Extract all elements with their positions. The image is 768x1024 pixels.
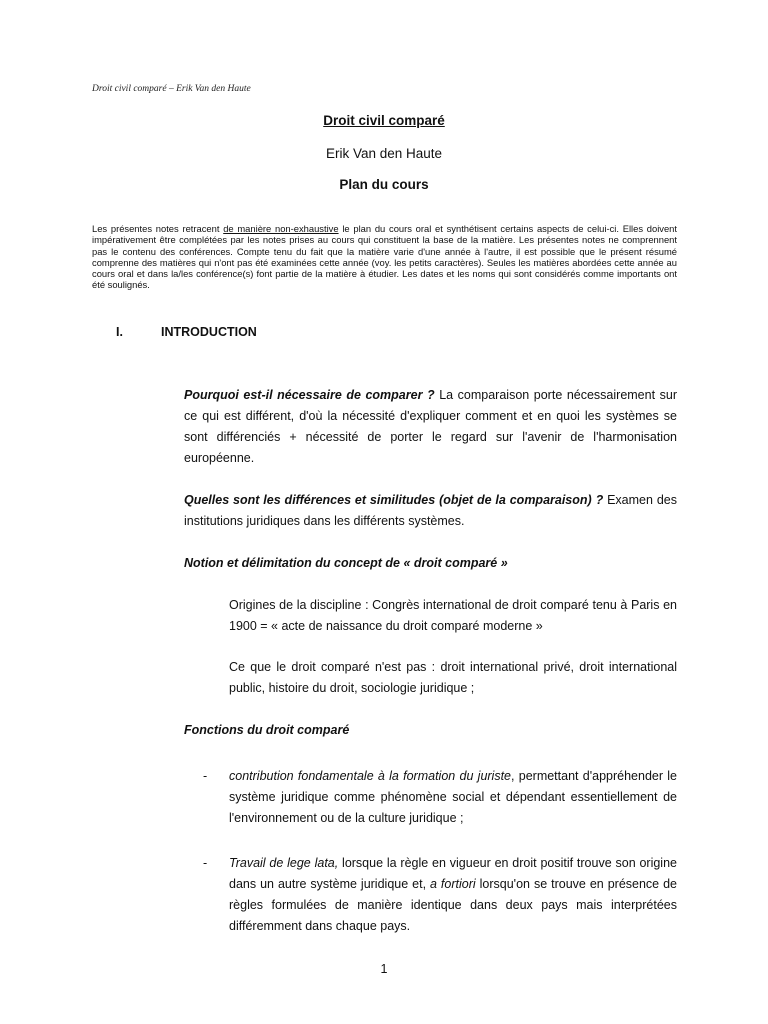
question-differences: [184, 490, 677, 532]
intro-text-start: Les présentes notes retracent: [92, 223, 224, 234]
fonction-item-1-text: , permettant d'appréhender le système juridique comme phénomène social et dépendant essentiellement de l'environnement ou de la culture juridique ;: [229, 769, 678, 825]
intro-paragraph: [92, 223, 677, 291]
question-why-compare-heading: Pourquoi est-il nécessaire de comparer ?: [184, 388, 435, 402]
document-author: Erik Van den Haute: [325, 146, 443, 161]
running-header: Droit civil comparé – Erik Van den Haute: [92, 84, 251, 94]
origines-paragraph: Origines de la discipline : Congrès international de droit comparé tenu à Paris en 1900 = « acte de naissance du droit comparé moderne »: [229, 598, 677, 633]
question-why-compare: [184, 385, 677, 469]
fonctions-heading-text: Fonctions du droit comparé: [184, 723, 350, 737]
question-differences-text: Examen des institutions juridiques dans les différents systèmes.: [184, 493, 677, 528]
fonction-item-2-text-b: lorsqu'on se trouve en présence de règles formulées de manière identique dans deux pays mais interprétées différemment dans chaque pays.: [229, 877, 677, 933]
page-number: 1: [380, 962, 388, 976]
question-why-compare-text: La comparaison porte nécessairement sur ce qui est différent, d'où la nécessité d'expliquer comment et en quoi les systèmes se sont différenciés + nécessité de porter le regard sur l'avenir de l'harmonisation européenne.: [184, 388, 677, 465]
ce-que-paragraph: Ce que le droit comparé n'est pas : droit international privé, droit international public, histoire du droit, sociologie juridique ;: [229, 660, 677, 695]
fonction-item-2-emphasis-b: a fortiori: [430, 877, 476, 891]
intro-underlined-phrase: de manière non-exhaustive: [223, 223, 339, 234]
fonction-item-1-emphasis: contribution fondamentale à la formation du juriste: [229, 769, 512, 783]
intro-text-rest: le plan du cours oral et synthétisent certains aspects de celui-ci. Elles doivent impérativement être complétées par les notes prises au cours qui constituent la base de la matière. Les présentes notes ne comprennent pas le contenu des conférences. Compte tenu du fait que la matière varie d'une année à l'autre, il est possible que le présent résumé comprenne des matières qui n'ont pas été examinées cette année (voy. les petits caractères). Seules les matières abordées cette année au cours oral et dans la/les conférence(s) font partie de la matière à étudier. Les dates et les noms qui sont considérés comme importants ont été soulignés.: [92, 223, 678, 291]
section-number: I.: [116, 325, 123, 339]
bullet-dash: -: [203, 856, 208, 870]
document-subtitle: Plan du cours: [339, 177, 429, 192]
fonction-item-2: [229, 853, 677, 937]
fonction-item-1: [229, 766, 677, 829]
document-title: Droit civil comparé: [323, 113, 445, 128]
bullet-dash: -: [203, 769, 208, 783]
notion-heading-text: Notion et délimitation du concept de « droit comparé »: [184, 556, 508, 570]
question-differences-heading: Quelles sont les différences et similitudes (objet de la comparaison) ?: [184, 493, 604, 507]
fonctions-heading: [184, 720, 677, 741]
fonction-item-2-emphasis: Travail de lege lata,: [229, 856, 339, 870]
fonction-item-2-text-a: lorsque la règle en vigueur en droit positif trouve son origine dans un autre système juridique et,: [229, 856, 677, 891]
section-title: INTRODUCTION: [161, 325, 257, 339]
notion-heading: [184, 553, 677, 574]
